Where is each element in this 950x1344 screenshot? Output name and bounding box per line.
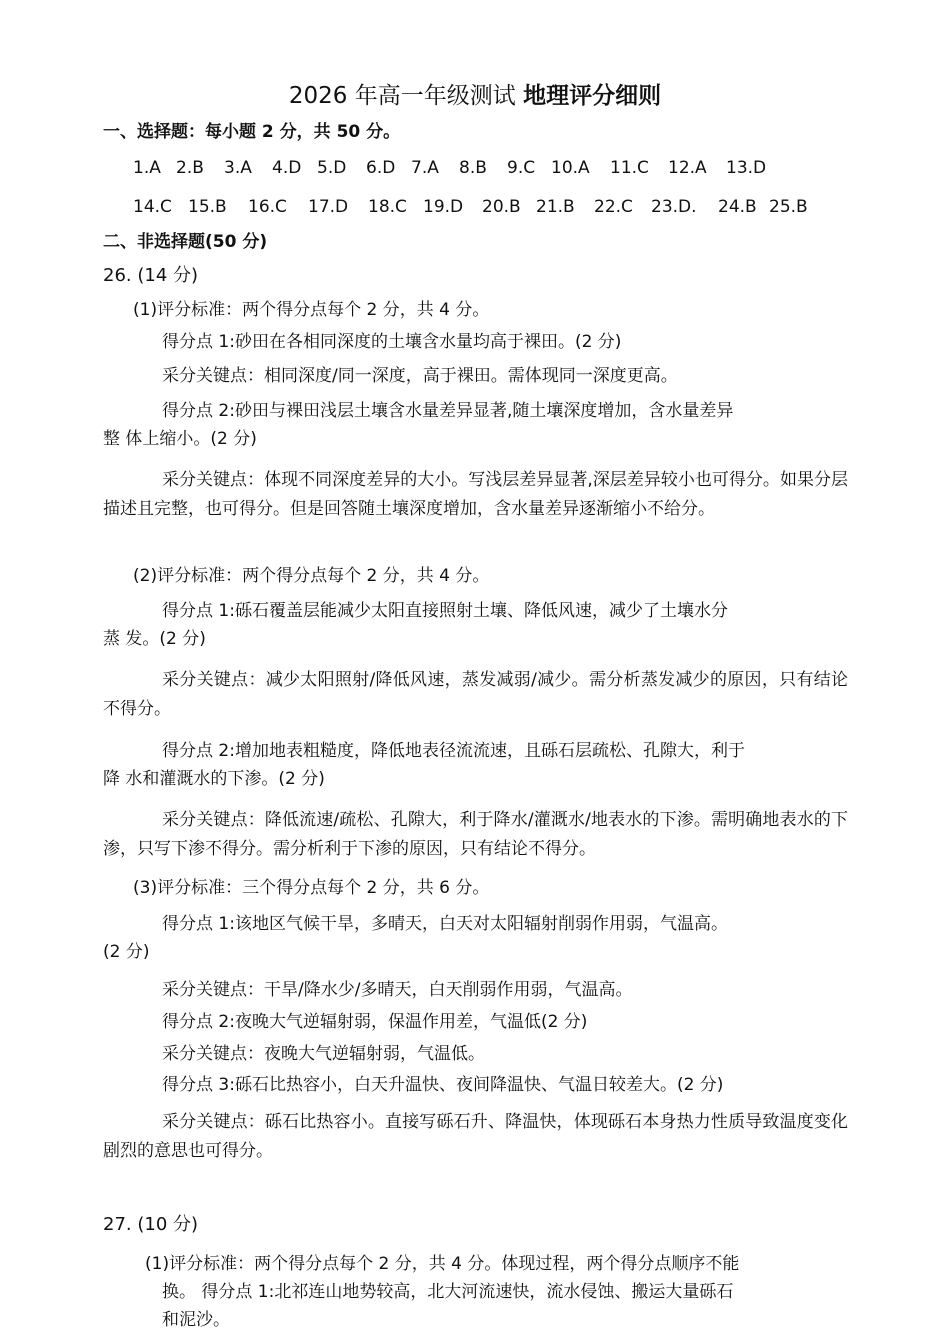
title-sub: 地理评分细则 xyxy=(523,83,662,109)
q26-p3-key3: 采分关键点：砾石比热容小。直接写砾石升、降温快，体现砾石本身热力性质导致温度变化剧烈的意思也可得分。 xyxy=(103,1112,848,1161)
answer-item: 19.D xyxy=(423,197,464,217)
q26-p2-point2-line2: 降 水和灌溉水的下渗。(2 分) xyxy=(103,769,325,789)
answer-item: 16.C xyxy=(248,197,287,217)
answer-item: 21.B xyxy=(536,197,575,217)
answer-row-2 xyxy=(0,195,950,219)
q26-p2-standard: (2)评分标准：两个得分点每个 2 分，共 4 分。 xyxy=(133,566,490,586)
page-title xyxy=(0,80,950,112)
section1-heading: 一、选择题：每小题 2 分，共 50 分。 xyxy=(103,122,401,142)
section2-heading: 二、非选择题(50 分) xyxy=(103,232,268,252)
answer-item: 12.A xyxy=(668,158,707,178)
answer-item: 2.B xyxy=(176,158,204,178)
q26-p2-point1-line1: 得分点 1:砾石覆盖层能减少太阳直接照射土壤、降低风速，减少了土壤水分 xyxy=(162,601,728,621)
answer-item: 4.D xyxy=(272,158,302,178)
answer-item: 14.C xyxy=(133,197,172,217)
q26-p3-key1: 采分关键点：干旱/降水少/多晴天，白天削弱作用弱，气温高。 xyxy=(162,980,633,1000)
q26-p1-point1: 得分点 1:砂田在各相同深度的土壤含水量均高于裸田。(2 分) xyxy=(162,332,622,352)
answer-item: 1.A xyxy=(133,158,161,178)
title-main: 2026 年高一年级测试 xyxy=(288,83,516,109)
q26-p2-key1: 采分关键点：减少太阳照射/降低风速，蒸发减弱/减少。需分析蒸发减少的原因，只有结论不得分。 xyxy=(103,670,848,719)
answer-item: 11.C xyxy=(610,158,649,178)
answer-item: 13.D xyxy=(726,158,767,178)
q26-p2-point1-line2: 蒸 发。(2 分) xyxy=(103,629,206,649)
q26-p3-point2: 得分点 2:夜晚大气逆辐射弱，保温作用差，气温低(2 分) xyxy=(162,1012,588,1032)
q26-p1-point2-line1: 得分点 2:砂田与裸田浅层土壤含水量差异显著,随土壤深度增加，含水量差异 xyxy=(162,401,734,421)
q26-p3-standard: (3)评分标准：三个得分点每个 2 分，共 6 分。 xyxy=(133,878,490,898)
q27-p1-line3: 和泥沙。 xyxy=(162,1310,230,1330)
answer-item: 9.C xyxy=(507,158,536,178)
answer-item: 6.D xyxy=(366,158,396,178)
answer-item: 10.A xyxy=(551,158,590,178)
q26-p1-point2-line2: 整 体上缩小。(2 分) xyxy=(103,429,257,449)
q26-p1-standard: (1)评分标准：两个得分点每个 2 分，共 4 分。 xyxy=(133,300,490,320)
answer-item: 25.B xyxy=(769,197,808,217)
q26-p2-point2-line1: 得分点 2:增加地表粗糙度，降低地表径流流速，且砾石层疏松、孔隙大，利于 xyxy=(162,741,745,761)
answer-item: 17.D xyxy=(308,197,349,217)
answer-item: 20.B xyxy=(482,197,521,217)
answer-row-1 xyxy=(0,156,950,180)
answer-item: 7.A xyxy=(411,158,439,178)
q26-p3-point3: 得分点 3:砾石比热容小，白天升温快、夜间降温快、气温日较差大。(2 分) xyxy=(162,1075,724,1095)
q27-p1-standard: (1)评分标准：两个得分点每个 2 分，共 4 分。体现过程，两个得分点顺序不能 xyxy=(145,1254,740,1274)
q27-heading: 27. (10 分) xyxy=(103,1214,199,1235)
answer-item: 24.B xyxy=(718,197,757,217)
answer-item: 23.D. xyxy=(651,197,697,217)
q26-p3-key2: 采分关键点：夜晚大气逆辐射弱，气温低。 xyxy=(162,1044,485,1064)
q26-p2-key2: 采分关键点：降低流速/疏松、孔隙大，利于降水/灌溉水/地表水的下渗。需明确地表水的下渗，只写下渗不得分。需分析利于下渗的原因，只有结论不得分。 xyxy=(103,810,848,859)
answer-item: 8.B xyxy=(459,158,487,178)
answer-item: 22.C xyxy=(594,197,633,217)
answer-item: 18.C xyxy=(368,197,407,217)
q26-heading: 26. (14 分) xyxy=(103,265,199,286)
answer-item: 5.D xyxy=(317,158,347,178)
q26-p1-key2: 采分关键点：体现不同深度差异的大小。写浅层差异显著,深层差异较小也可得分。如果分层描述且完整，也可得分。但是回答随土壤深度增加，含水量差异逐渐缩小不给分。 xyxy=(103,470,848,519)
q26-p3-point1-line1: 得分点 1:该地区气候干旱，多晴天，白天对太阳辐射削弱作用弱，气温高。 xyxy=(162,914,728,934)
answer-item: 15.B xyxy=(188,197,227,217)
q26-p1-key1: 采分关键点：相同深度/同一深度，高于裸田。需体现同一深度更高。 xyxy=(162,366,678,386)
q26-p3-point1-line2: (2 分) xyxy=(103,942,150,962)
q27-p1-line2: 换。 得分点 1:北祁连山地势较高，北大河流速快，流水侵蚀、搬运大量砾石 xyxy=(162,1282,734,1302)
answer-item: 3.A xyxy=(224,158,252,178)
